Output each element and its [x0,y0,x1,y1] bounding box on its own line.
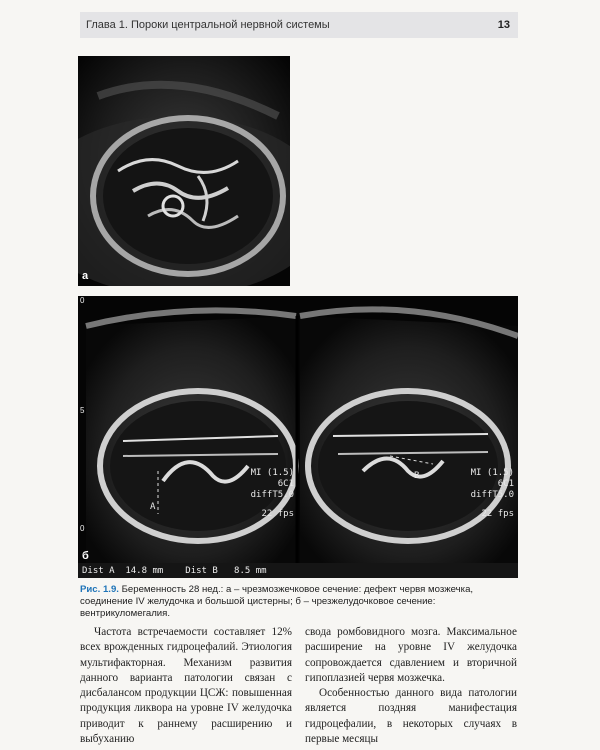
caption-text: Беременность 28 нед.: а – чрезмозжечковое сечение: дефект червя мозжечка, соединение IV желудочка и большой цистерны; б – чрезжелудочковое сечение: вентрикуломегалия. [80,584,474,619]
distance-b: Dist B 8.5 mm [185,565,267,576]
paragraph: Особенностью данного вида патологии является поздняя манифестация гидроцефалии, в некоторых случаях в первые месяцы [305,687,517,746]
ultrasound-image-a [78,56,290,286]
text-column-right [305,625,517,747]
paragraph: свода ромбовидного мозга. Максимальное расширение на уровне IV желудочка сопровождается сдавлением и вторичной гипоплазией червя мозжечка. [305,626,517,684]
ultrasound-image-b [78,296,518,578]
diff-value-left: diffT5.0 [250,490,294,500]
page-number: 13 [497,19,510,31]
ultrasound-scan-a [78,56,290,286]
mi-value-left: MI (1.5) [250,468,294,478]
scanner-info-left [250,468,294,520]
fps-value-right: 22 fps [481,509,514,519]
chapter-title: Глава 1. Пороки центральной нервной системы [86,19,330,31]
depth-scale-5: 5 [80,406,85,415]
probe-value-left: 6C1 [277,479,294,489]
scanner-info-right [468,468,514,520]
probe-value-right: 6C1 [497,479,514,489]
fps-value-left: 22 fps [261,509,294,519]
ultrasound-scan-b [78,296,518,563]
mi-value-right: MI (1.5) [470,468,514,478]
figure-caption [80,584,520,620]
depth-scale-0-top: 0 [80,296,85,305]
running-header [80,12,518,38]
measurement-bar [78,563,518,578]
measure-marker-a: A [150,502,156,512]
measure-marker-b: B [414,471,420,481]
panel-label-a: а [82,270,89,282]
paragraph: Частота встречаемости составляет 12% всех врожденных гидроцефалий. Этиология мультифакторная. Механизм развития данного варианта патологии связан с дисбалансом продукции ЦСЖ: повышенная продукция ликвора на уровне IV желудочка приводит к раннему расширению и выбуханию [80,626,292,746]
text-column-left [80,625,292,747]
distance-a: Dist A 14.8 mm [82,565,164,576]
diff-value-right: diffT5.0 [470,490,514,500]
depth-scale-0-bottom: 0 [80,524,85,533]
panel-label-b: б [82,550,89,562]
figure-label: Рис. 1.9. [80,584,119,595]
